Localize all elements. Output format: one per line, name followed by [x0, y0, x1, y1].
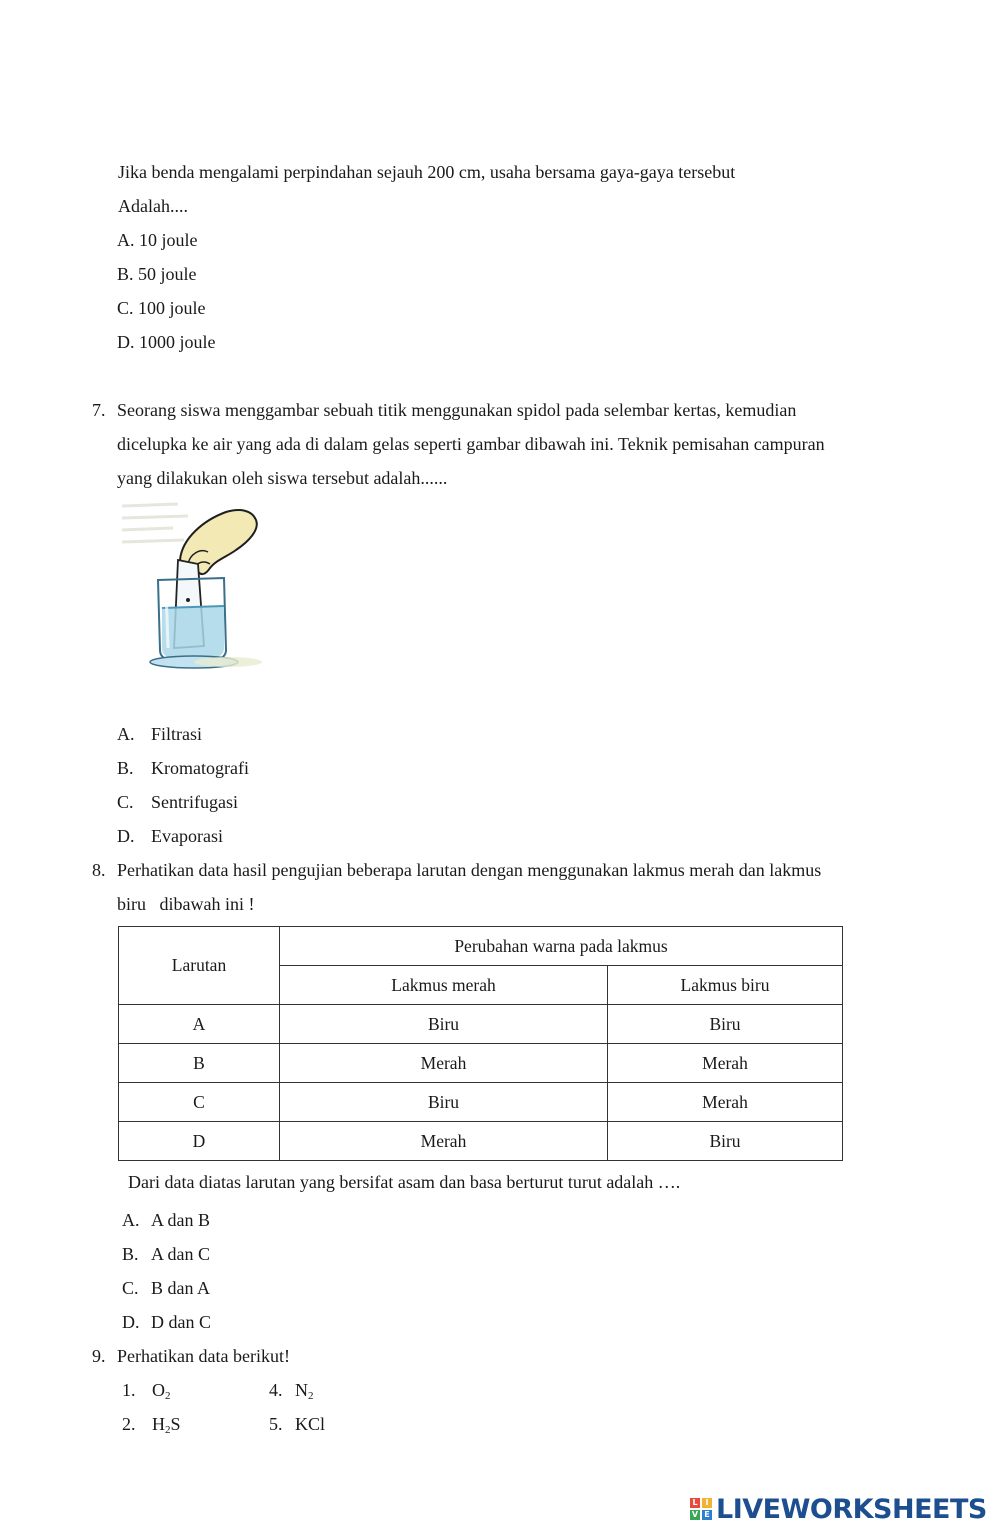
liveworksheets-text: LIVEWORKSHEETS	[716, 1493, 987, 1525]
litmus-table	[118, 926, 843, 1161]
liveworksheets-icon: L I V E	[690, 1498, 712, 1520]
q8-option-c[interactable]: B dan A	[151, 1278, 211, 1298]
cell-lakmus-merah: Merah	[280, 1122, 608, 1161]
q9-number: 9.	[92, 1346, 106, 1366]
table-row	[119, 1044, 843, 1083]
q6-option-d[interactable]: D. 1000 joule	[117, 332, 216, 352]
q8-option-b-letter: B.	[122, 1244, 139, 1264]
q7-option-d[interactable]: Evaporasi	[151, 826, 223, 846]
q7-option-d-letter: D.	[117, 826, 135, 846]
table-row	[119, 1122, 843, 1161]
q9-item-4-number: 4.	[269, 1380, 283, 1400]
cell-lakmus-merah: Biru	[280, 1083, 608, 1122]
q6-line-1: Jika benda mengalami perpindahan sejauh 200 cm, usaha bersama gaya-gaya tersebut	[118, 162, 736, 182]
q8-option-a[interactable]: A dan B	[151, 1210, 211, 1230]
q9-line: Perhatikan data berikut!	[117, 1346, 290, 1366]
cell-lakmus-biru: Merah	[608, 1083, 843, 1122]
q8-option-d[interactable]: D dan C	[151, 1312, 211, 1332]
q8-line-2: biru dibawah ini !	[117, 894, 255, 914]
q7-option-a[interactable]: Filtrasi	[151, 724, 203, 744]
q8-question: Dari data diatas larutan yang bersifat asam dan basa berturut turut adalah ….	[128, 1172, 681, 1192]
cell-lakmus-merah: Merah	[280, 1044, 608, 1083]
q9-item-2: $H_2S$	[152, 1414, 181, 1436]
q7-option-c-letter: C.	[117, 792, 134, 812]
q8-line-1: Perhatikan data hasil pengujian beberapa larutan dengan menggunakan lakmus merah dan lakmus	[117, 860, 822, 880]
chromatography-beaker-illustration	[118, 498, 278, 678]
table-row	[119, 1005, 843, 1044]
q9-item-5: KCl	[295, 1414, 326, 1434]
q7-line-3: yang dilakukan oleh siswa tersebut adalah......	[117, 468, 448, 488]
q9-item-1: $O_2$	[152, 1380, 171, 1402]
cell-larutan: A	[119, 1005, 280, 1044]
cell-larutan: B	[119, 1044, 280, 1083]
q9-item-2-number: 2.	[122, 1414, 136, 1434]
table-row	[119, 1083, 843, 1122]
q8-option-a-letter: A.	[122, 1210, 140, 1230]
q8-option-b[interactable]: A dan C	[151, 1244, 211, 1264]
cell-lakmus-biru: Biru	[608, 1122, 843, 1161]
q6-option-b[interactable]: B. 50 joule	[117, 264, 197, 284]
q7-option-b[interactable]: Kromatografi	[151, 758, 249, 778]
q7-option-b-letter: B.	[117, 758, 134, 778]
q9-item-5-number: 5.	[269, 1414, 283, 1434]
cell-larutan: D	[119, 1122, 280, 1161]
cell-lakmus-biru: Biru	[608, 1005, 843, 1044]
cell-lakmus-biru: Merah	[608, 1044, 843, 1083]
q7-option-a-letter: A.	[117, 724, 135, 744]
q6-line-2: Adalah....	[118, 196, 188, 216]
header-perubahan-warna: Perubahan warna pada lakmus	[280, 927, 843, 966]
q8-option-d-letter: D.	[122, 1312, 140, 1332]
liveworksheets-logo[interactable]	[690, 1494, 987, 1524]
header-lakmus-merah: Lakmus merah	[280, 966, 608, 1005]
cell-larutan: C	[119, 1083, 280, 1122]
header-lakmus-biru: Lakmus biru	[608, 966, 843, 1005]
q6-option-a[interactable]: A. 10 joule	[117, 230, 198, 250]
q7-number: 7.	[92, 400, 106, 420]
q6-option-c[interactable]: C. 100 joule	[117, 298, 206, 318]
q7-line-1: Seorang siswa menggambar sebuah titik menggunakan spidol pada selembar kertas, kemudian	[117, 400, 797, 420]
q9-item-1-number: 1.	[122, 1380, 136, 1400]
cell-lakmus-merah: Biru	[280, 1005, 608, 1044]
q9-item-4: $N_2$	[295, 1380, 314, 1402]
q7-option-c[interactable]: Sentrifugasi	[151, 792, 238, 812]
header-larutan: Larutan	[119, 927, 280, 1005]
q8-option-c-letter: C.	[122, 1278, 139, 1298]
q7-line-2: dicelupka ke air yang ada di dalam gelas seperti gambar dibawah ini. Teknik pemisahan campuran	[117, 434, 825, 454]
q8-number: 8.	[92, 860, 106, 880]
